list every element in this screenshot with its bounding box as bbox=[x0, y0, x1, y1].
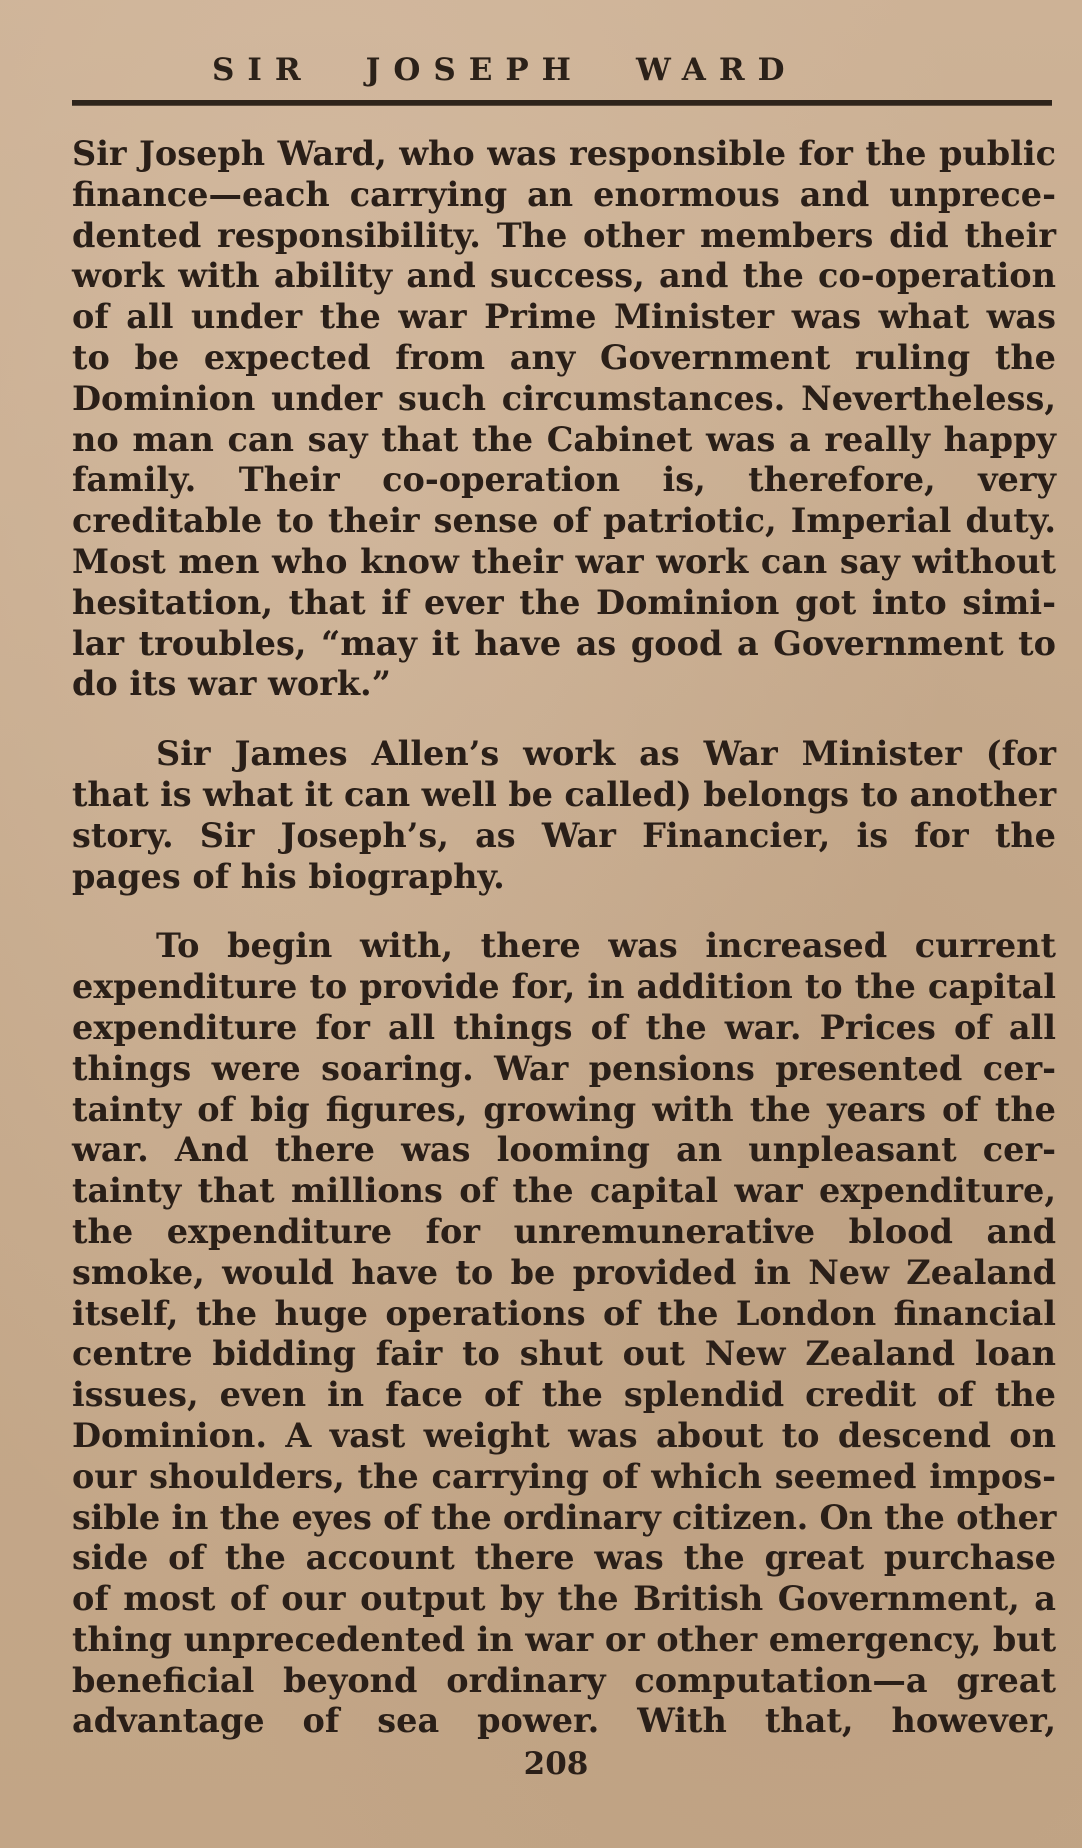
text-line: creditable to their sense of patriotic, Imperial duty. bbox=[72, 501, 1056, 541]
text-line: hesitation, that if ever the Dominion got into simi- bbox=[72, 582, 1056, 622]
text-line: beneficial beyond ordinary computation—a great bbox=[72, 1660, 1056, 1700]
text-line: Dominion. A vast weight was about to descend on bbox=[72, 1415, 1056, 1455]
paragraph bbox=[72, 926, 1056, 1742]
text-line: pages of his biography. bbox=[72, 856, 505, 896]
text-line: of all under the war Prime Minister was what was bbox=[72, 297, 1056, 337]
text-line: finance—each carrying an enormous and unprece- bbox=[72, 174, 1056, 214]
text-line: expenditure to provide for, in addition to the capital bbox=[72, 967, 1056, 1007]
text-line: expenditure for all things of the war. Prices of all bbox=[72, 1007, 1056, 1047]
text-line: our shoulders, the carrying of which seemed impos- bbox=[72, 1456, 1056, 1496]
running-head bbox=[72, 40, 1052, 88]
text-line: family. Their co-operation is, therefore, very bbox=[72, 460, 1056, 500]
text-line: work with ability and success, and the co-operation bbox=[72, 256, 1056, 296]
text-line: the expenditure for unremunerative blood and bbox=[72, 1211, 1056, 1251]
text-line: that is what it can well be called) belongs to another bbox=[72, 774, 1057, 814]
page-number: 208 bbox=[523, 1746, 589, 1782]
text-line: tainty of big figures, growing with the years of the bbox=[72, 1089, 1056, 1129]
text-line: of most of our output by the British Government, a bbox=[72, 1579, 1056, 1619]
text-line: Sir James Allen’s work as War Minister (for bbox=[156, 734, 1056, 774]
text-line: things were soaring. War pensions presented cer- bbox=[72, 1048, 1056, 1088]
text-line: do its war work.” bbox=[72, 664, 391, 704]
running-head-word: SIR bbox=[212, 52, 314, 88]
text-line: smoke, would have to be provided in New Zealand bbox=[72, 1252, 1056, 1292]
text-line: Dominion under such circumstances. Nevertheless, bbox=[72, 378, 1056, 418]
text-line: war. And there was looming an unpleasant cer- bbox=[72, 1130, 1056, 1170]
text-line: sible in the eyes of the ordinary citizen. On the other bbox=[72, 1497, 1057, 1537]
text-line: tainty that millions of the capital war expenditure, bbox=[72, 1171, 1056, 1211]
body-text bbox=[72, 134, 1056, 1742]
text-line: Most men who know their war work can say without bbox=[72, 541, 1056, 581]
text-line: lar troubles, “may it have as good a Government to bbox=[72, 623, 1056, 663]
running-head-word: WARD bbox=[635, 52, 798, 88]
text-line: Sir Joseph Ward, who was responsible for the public bbox=[72, 134, 1056, 173]
text-line: story. Sir Joseph’s, as War Financier, is for the bbox=[72, 815, 1056, 855]
paragraph bbox=[72, 134, 1056, 705]
paragraph bbox=[72, 734, 1056, 897]
text-line: dented responsibility. The other members did their bbox=[72, 215, 1056, 255]
text-line: itself, the huge operations of the London financial bbox=[72, 1293, 1056, 1333]
text-line: centre bidding fair to shut out New Zealand loan bbox=[72, 1334, 1056, 1374]
text-line: side of the account there was the great purchase bbox=[72, 1538, 1056, 1578]
running-head-word: JOSEPH bbox=[365, 52, 584, 88]
text-line: to be expected from any Government ruling the bbox=[72, 337, 1056, 377]
text-line: To begin with, there was increased current bbox=[156, 926, 1056, 966]
text-line: advantage of sea power. With that, however, bbox=[72, 1701, 1056, 1741]
text-line: no man can say that the Cabinet was a really happy bbox=[72, 419, 1056, 459]
header-rule bbox=[72, 100, 1052, 106]
text-line: thing unprecedented in war or other emergency, but bbox=[72, 1619, 1056, 1659]
text-line: issues, even in face of the splendid credit of the bbox=[72, 1375, 1056, 1415]
